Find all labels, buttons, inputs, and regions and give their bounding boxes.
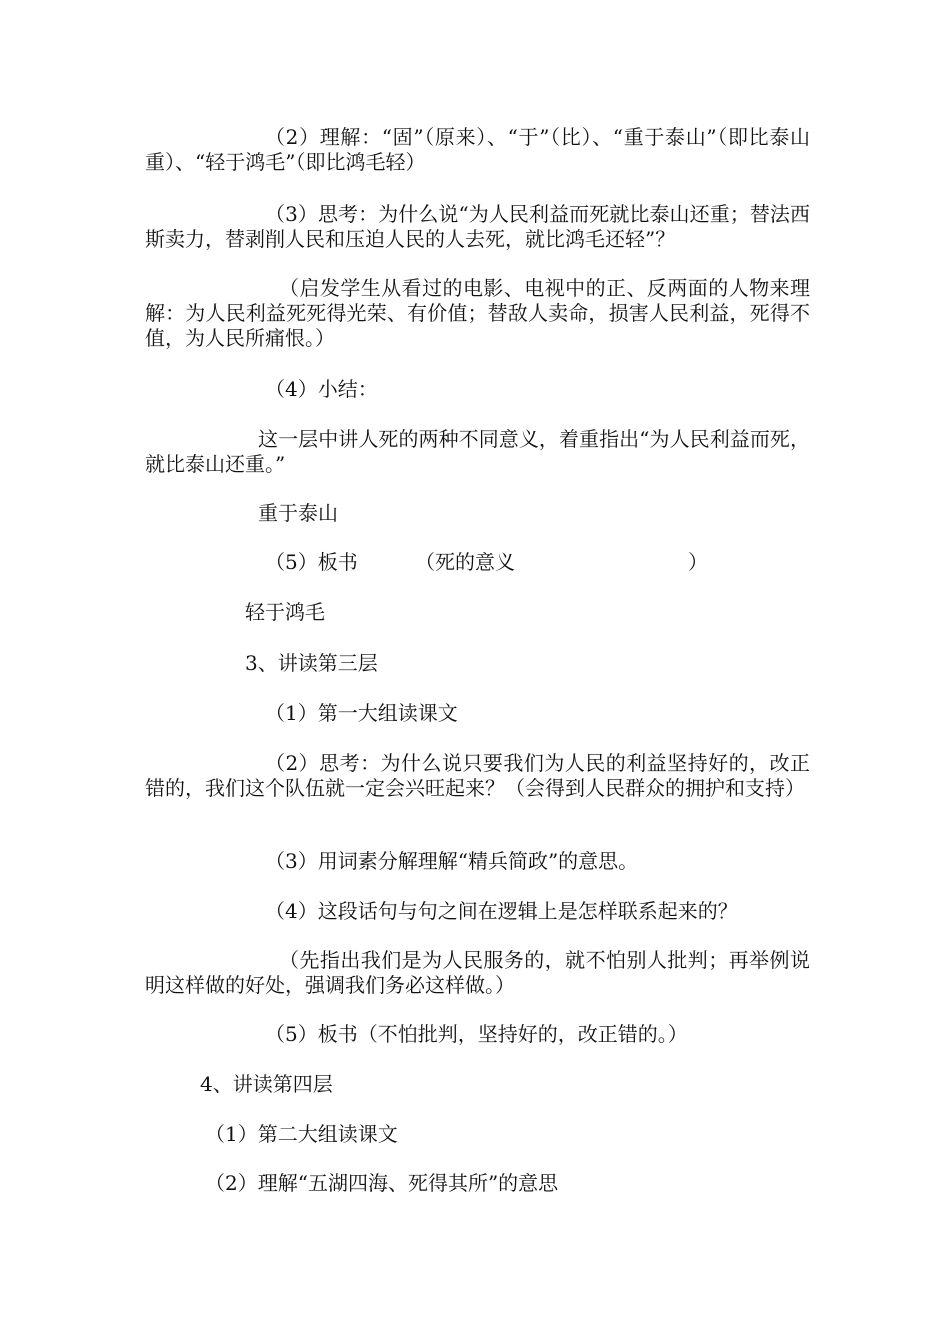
paragraph-group-one-read: （1）第一大组读课文: [265, 701, 458, 725]
board-closing-paren: ）: [688, 550, 708, 574]
paragraph-understand-idioms: （2）理解“五湖四海、死得其所”的意思: [205, 1171, 559, 1195]
paragraph-group-two-read: （1）第二大组读课文: [205, 1122, 398, 1146]
board-writing-label: （5）板书: [265, 550, 358, 574]
section-heading-third-layer: 3、讲读第三层: [245, 651, 378, 675]
paragraph-summary-text: 这一层中讲人死的两种不同意义，着重指出“为人民利益而死，就比泰山还重。”: [145, 427, 810, 476]
section-heading-fourth-layer: 4、讲读第四层: [200, 1072, 333, 1096]
board-meaning-of-death: （死的意义: [415, 550, 515, 574]
paragraph-think-team-prosper: （2）思考：为什么说只要我们为人民的利益坚持好的，改正错的，我们这个队伍就一定会兴旺起来？（会得到人民群众的拥护和支持）: [145, 751, 810, 800]
paragraph-think-question: （3）思考：为什么说“为人民利益而死就比泰山还重；替法西斯卖力，替剥削人民和压迫人民的人去死，就比鸿毛还轻”？: [145, 202, 810, 251]
paragraph-board-criticism: （5）板书（不怕批判，坚持好的，改正错的。）: [265, 1022, 688, 1046]
paragraph-morpheme-analysis: （3）用词素分解理解“精兵简政”的意思。: [265, 849, 639, 873]
paragraph-understand-terms: （2）理解：“固”（原来）、“于”（比）、“重于泰山”（即比泰山重）、“轻于鸿毛”（即比鸿毛轻）: [145, 125, 810, 174]
paragraph-logic-answer: （先指出我们是为人民服务的，就不怕别人批判；再举例说明这样做的好处，强调我们务必这样做。）: [145, 948, 810, 997]
paragraph-inspire-students: （启发学生从看过的电影、电视中的正、反两面的人物来理解：为人民利益死死得光荣、有价值；替敌人卖命，损害人民利益，死得不值，为人民所痛恨。）: [145, 276, 810, 350]
board-lighter-than-feather: 轻于鸿毛: [245, 600, 325, 624]
paragraph-summary-heading: （4）小结：: [265, 377, 378, 401]
paragraph-logic-question: （4）这段话句与句之间在逻辑上是怎样联系起来的？: [265, 899, 738, 923]
board-heavier-than-mountain: 重于泰山: [258, 501, 338, 525]
